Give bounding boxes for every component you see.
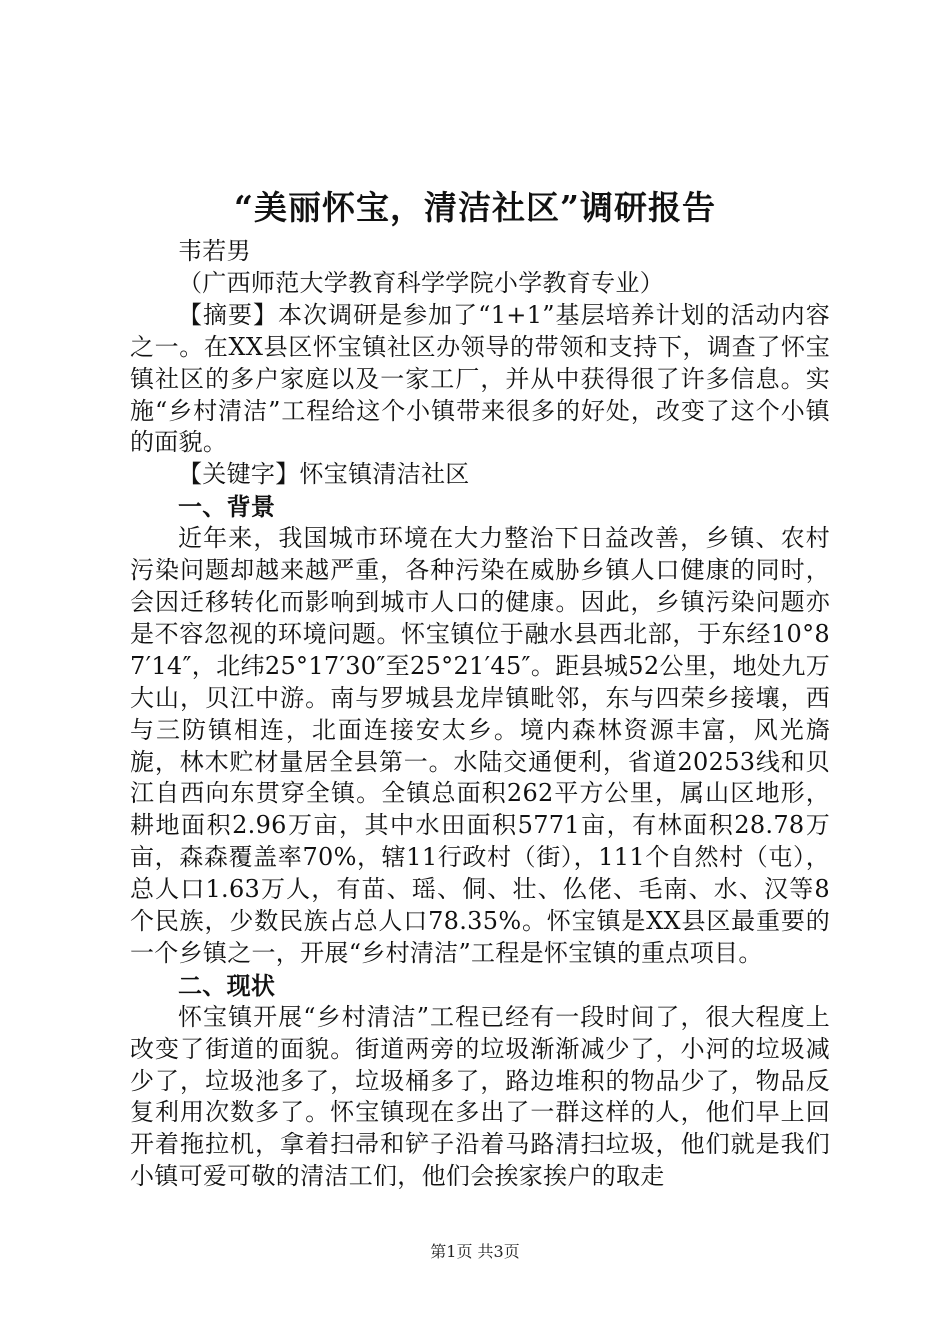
section-heading-status: 二、现状 bbox=[178, 970, 276, 1000]
author-affiliation: （广西师范大学教育科学学院小学教育专业） bbox=[178, 268, 664, 297]
section-heading-background: 一、背景 bbox=[178, 492, 276, 522]
background-paragraph: 近年来，我国城市环境在大力整治下日益改善，乡镇、农村污染问题却越来越严重，各种污染在威胁乡镇人口健康的同时，会因迁移转化而影响到城市人口的健康。因此，乡镇污染问题亦是不容忽视的环境问题。怀宝镇位于融水县西北部，于东经10°87′14″，北纬25°17′30″至25°21′45″。距县城52公里，地处九万大山，贝江中游。南与罗城县龙岸镇毗邻，东与四荣乡接壤，西与三防镇相连，北面连接安太乡。境内森林资源丰富，风光旖旎，林木贮材量居全县第一。水陆交通便利，省道20253线和贝江自西向东贯穿全镇。全镇总面积262平方公里，属山区地形，耕地面积2.96万亩，其中水田面积5771亩，有林面积28.78万亩，森森覆盖率70%，辖11行政村（街），111个自然村（屯），总人口1.63万人，有苗、瑶、侗、壮、仫佬、毛南、水、汉等8个民族，少数民族占总人口78.35%。怀宝镇是XX县区最重要的一个乡镇之一，开展“乡村清洁”工程是怀宝镇的重点项目。 bbox=[130, 524, 830, 967]
page-footer: 第1页 共3页 bbox=[430, 1242, 520, 1261]
document-title: “美丽怀宝，清洁社区”调研报告 bbox=[234, 188, 716, 227]
keywords-paragraph: 【关键字】怀宝镇清洁社区 bbox=[178, 460, 470, 489]
abstract-paragraph: 【摘要】本次调研是参加了“1+1”基层培养计划的活动内容之一。在XX县区怀宝镇社区办领导的带领和支持下，调查了怀宝镇社区的多户家庭以及一家工厂，并从中获得很了许多信息。实施“乡村清洁”工程给这个小镇带来很多的好处，改变了这个小镇的面貌。 bbox=[130, 300, 830, 457]
author-name: 韦若男 bbox=[178, 237, 251, 265]
document-body bbox=[130, 236, 830, 1193]
status-paragraph: 怀宝镇开展“乡村清洁”工程已经有一段时间了，很大程度上改变了街道的面貌。街道两旁的垃圾渐渐减少了，小河的垃圾减少了，垃圾池多了，垃圾桶多了，路边堆积的物品少了，物品反复利用次数多了。怀宝镇现在多出了一群这样的人，他们早上回开着拖拉机，拿着扫帚和铲子沿着马路清扫垃圾，他们就是我们小镇可爱可敬的清洁工们，他们会挨家挨户的取走 bbox=[130, 1002, 830, 1191]
